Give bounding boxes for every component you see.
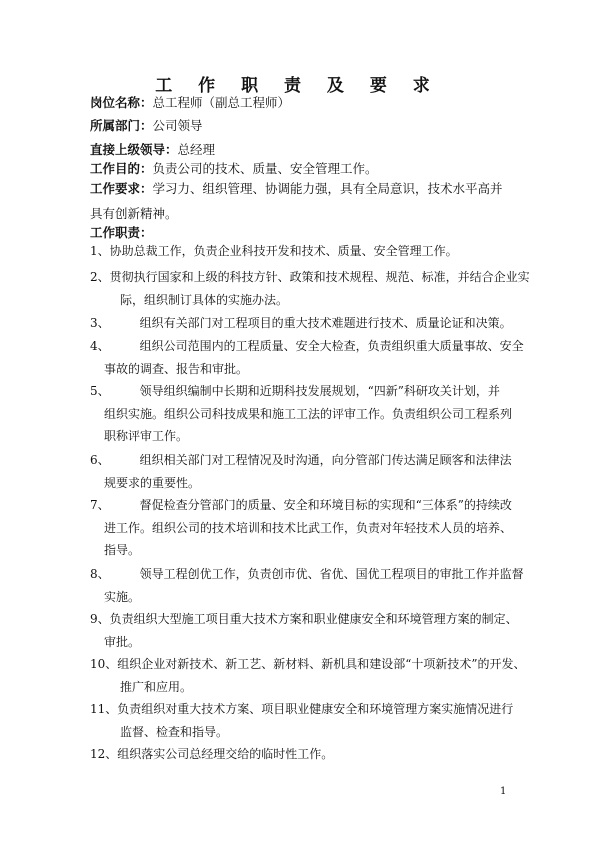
- duty-text: 领导工程创优工作，负责创市优、省优、国优工程项目的审批工作并监督: [139, 567, 524, 581]
- duty-number: 1、: [90, 244, 110, 258]
- duty-item-9: [90, 608, 518, 653]
- department-field: [90, 118, 203, 134]
- duty-number: 10、: [90, 657, 118, 671]
- duty-number: 9、: [90, 612, 110, 626]
- duties-field: [90, 225, 153, 241]
- duty-text-continued: 指导。: [104, 543, 141, 557]
- duty-text-continued: 事故的调查、报告和审批。: [104, 361, 249, 376]
- duty-text-continued: 审批。: [104, 634, 141, 649]
- duty-text: 组织企业对新技术、新工艺、新材料、新机具和建设部“十项新技术”的开发、: [117, 657, 526, 671]
- duty-text: 组织有关部门对工程项目的重大技术难题进行技术、质量论证和决策。: [139, 316, 512, 330]
- duty-item-12: [90, 743, 508, 766]
- duty-number: 6、: [90, 453, 110, 467]
- duty-text-continued: 规要求的重要性。: [104, 475, 201, 490]
- duty-text: 领导组织编制中长期和近期科技发展规划，“四新”科研攻关计划，并: [139, 384, 500, 398]
- duty-text-continued: 实施。: [104, 589, 141, 604]
- requirement-value: 学习力、组织管理、协调能力强，具有全局意识，技术水平高并具有创新精神。: [90, 181, 503, 221]
- page-title: 工 作 职 责 及 要 求: [155, 76, 440, 96]
- superior-label: 直接上级领导：: [90, 142, 178, 157]
- duty-text: 督促检查分管部门的质量、安全和环境目标的实现和“三体系”的持续改: [139, 498, 512, 512]
- duty-text-continued: 组织实施。组织公司科技成果和施工工法的评审工作。负责组织公司工程系列: [104, 406, 513, 421]
- duty-text: 组织落实公司总经理交给的临时性工作。: [117, 747, 334, 761]
- duty-number: 4、: [90, 339, 110, 353]
- requirement-label: 工作要求：: [90, 181, 153, 196]
- duty-number: 2、: [90, 270, 110, 284]
- requirement-field: [90, 176, 508, 226]
- duty-text: 组织公司范围内的工程质量、安全大检查，负责组织重大质量事故、安全: [139, 339, 524, 353]
- duty-text-continued: 职称评审工作。: [104, 429, 189, 443]
- duty-number: 11、: [90, 702, 118, 716]
- duty-item-2: [90, 266, 530, 311]
- duty-text-continued: 际，组织制订具体的实施办法。: [120, 292, 289, 307]
- duties-label: 工作职责：: [90, 225, 153, 240]
- position-label: 岗位名称：: [90, 95, 153, 110]
- duty-text: 贯彻执行国家和上级的科技方针、政策和技术规程、规范、标准，并结合企业实: [109, 270, 530, 284]
- duty-number: 12、: [90, 747, 118, 761]
- purpose-value: 负责公司的技术、质量、安全管理工作。: [152, 161, 378, 176]
- duty-text: 负责组织大型施工项目重大技术方案和职业健康安全和环境管理方案的制定、: [109, 612, 518, 626]
- duty-number: 5、: [90, 384, 110, 398]
- department-value: 公司领导: [152, 118, 203, 133]
- duty-number: 3、: [90, 316, 110, 330]
- duty-text: 协助总裁工作，负责企业科技开发和技术、质量、安全管理工作。: [109, 244, 458, 258]
- duty-text: 组织相关部门对工程情况及时沟通，向分管部门传达满足顾客和法律法: [139, 453, 512, 467]
- position-field: [90, 95, 290, 111]
- department-label: 所属部门：: [90, 118, 153, 133]
- duty-text: 负责组织对重大技术方案、项目职业健康安全和环境管理方案实施情况进行: [117, 702, 514, 716]
- duty-item-10: [90, 653, 526, 698]
- purpose-label: 工作目的：: [90, 161, 153, 176]
- position-value: 总工程师（副总工程师）: [152, 95, 291, 110]
- duty-item-4: [90, 335, 524, 380]
- duty-text-continued: 监督、检查和指导。: [120, 724, 229, 739]
- duty-item-8: [90, 563, 524, 608]
- duty-item-7: [90, 494, 513, 562]
- duty-number: 7、: [90, 498, 110, 512]
- duty-number: 8、: [90, 567, 110, 581]
- duty-item-3: [90, 312, 512, 335]
- duty-item-1: [90, 240, 508, 263]
- duty-item-6: [90, 449, 512, 494]
- duty-item-5: [90, 380, 513, 448]
- duty-text-continued: 进工作。组织公司的技术培训和技术比武工作，负责对年轻技术人员的培养、: [104, 520, 513, 535]
- page-number: 1: [500, 786, 507, 797]
- duty-item-11: [90, 698, 514, 743]
- superior-value: 总经理: [177, 142, 216, 157]
- duty-text-continued: 推广和应用。: [120, 679, 193, 694]
